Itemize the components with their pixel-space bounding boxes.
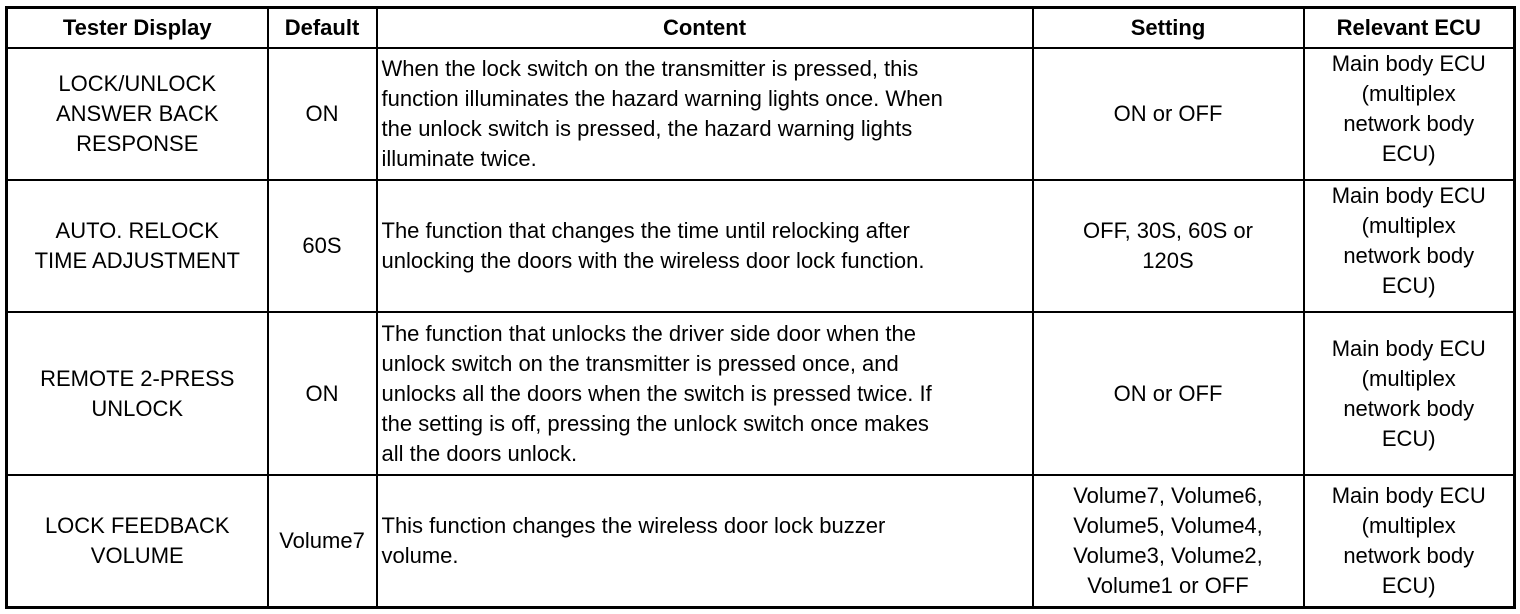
tester-display-cell bbox=[7, 475, 268, 607]
tester-display-cell bbox=[7, 48, 268, 180]
content-text: When the lock switch on the transmitter is pressed, this function illuminates the hazard warning lights once. When the unlock switch is pressed, the hazard warning lights illuminate twice. bbox=[381, 56, 943, 171]
setting-cell bbox=[1033, 48, 1304, 180]
setting-text: Volume7, Volume6, Volume5, Volume4, Volume3, Volume2, Volume1 or OFF bbox=[1073, 482, 1263, 598]
content-cell bbox=[377, 48, 1033, 180]
default-text: ON bbox=[305, 380, 339, 406]
default-cell bbox=[268, 180, 377, 312]
relevant-ecu-text: Main body ECU (multiplex network body ECU) bbox=[1331, 51, 1486, 166]
content-text: This function changes the wireless door lock buzzer volume. bbox=[381, 512, 886, 568]
tester-display-cell bbox=[7, 180, 268, 312]
tester-display-cell bbox=[7, 312, 268, 475]
content-cell bbox=[377, 475, 1033, 607]
table-row bbox=[7, 180, 1515, 312]
relevant-ecu-cell bbox=[1304, 312, 1515, 475]
content-cell bbox=[377, 180, 1033, 312]
setting-text: OFF, 30S, 60S or 120S bbox=[1083, 218, 1253, 273]
default-text: 60S bbox=[302, 233, 342, 258]
content-cell bbox=[377, 312, 1033, 475]
relevant-ecu-cell bbox=[1304, 475, 1515, 607]
table-row bbox=[7, 312, 1515, 475]
table-row bbox=[7, 475, 1515, 607]
header-default: Default bbox=[268, 8, 377, 49]
content-text: The function that unlocks the driver side door when the unlock switch on the transmitter is pressed once, and unlocks all the doors when the switch is pressed twice. If the setting is off, pressing the unlock switch once makes all the doors unlock. bbox=[381, 320, 932, 466]
default-cell bbox=[268, 312, 377, 475]
setting-cell bbox=[1033, 312, 1304, 475]
relevant-ecu-text: Main body ECU (multiplex network body ECU) bbox=[1331, 482, 1486, 598]
setting-text: ON or OFF bbox=[1113, 380, 1223, 406]
setting-text: ON or OFF bbox=[1113, 101, 1223, 126]
header-content: Content bbox=[377, 8, 1033, 49]
tester-display-text: AUTO. RELOCK TIME ADJUSTMENT bbox=[34, 218, 240, 273]
tester-display-text: LOCK/UNLOCK ANSWER BACK RESPONSE bbox=[55, 71, 219, 156]
tester-display-text: REMOTE 2-PRESS UNLOCK bbox=[40, 365, 235, 421]
content-text: The function that changes the time until relocking after unlocking the doors with the wireless door lock function. bbox=[381, 218, 925, 273]
tester-display-text: LOCK FEEDBACK VOLUME bbox=[44, 512, 230, 568]
setting-cell bbox=[1033, 180, 1304, 312]
default-cell bbox=[268, 475, 377, 607]
header-setting: Setting bbox=[1033, 8, 1304, 49]
relevant-ecu-cell bbox=[1304, 180, 1515, 312]
header-tester-display: Tester Display bbox=[7, 8, 268, 49]
customize-function-table bbox=[5, 6, 1516, 609]
relevant-ecu-text: Main body ECU (multiplex network body ECU) bbox=[1331, 183, 1486, 298]
default-text: ON bbox=[305, 101, 339, 126]
relevant-ecu-cell bbox=[1304, 48, 1515, 180]
header-row bbox=[7, 8, 1515, 49]
default-text: Volume7 bbox=[279, 527, 365, 553]
setting-cell bbox=[1033, 475, 1304, 607]
header-relevant-ecu: Relevant ECU bbox=[1304, 8, 1515, 49]
default-cell bbox=[268, 48, 377, 180]
relevant-ecu-text: Main body ECU (multiplex network body ECU) bbox=[1331, 335, 1486, 451]
table-row bbox=[7, 48, 1515, 180]
